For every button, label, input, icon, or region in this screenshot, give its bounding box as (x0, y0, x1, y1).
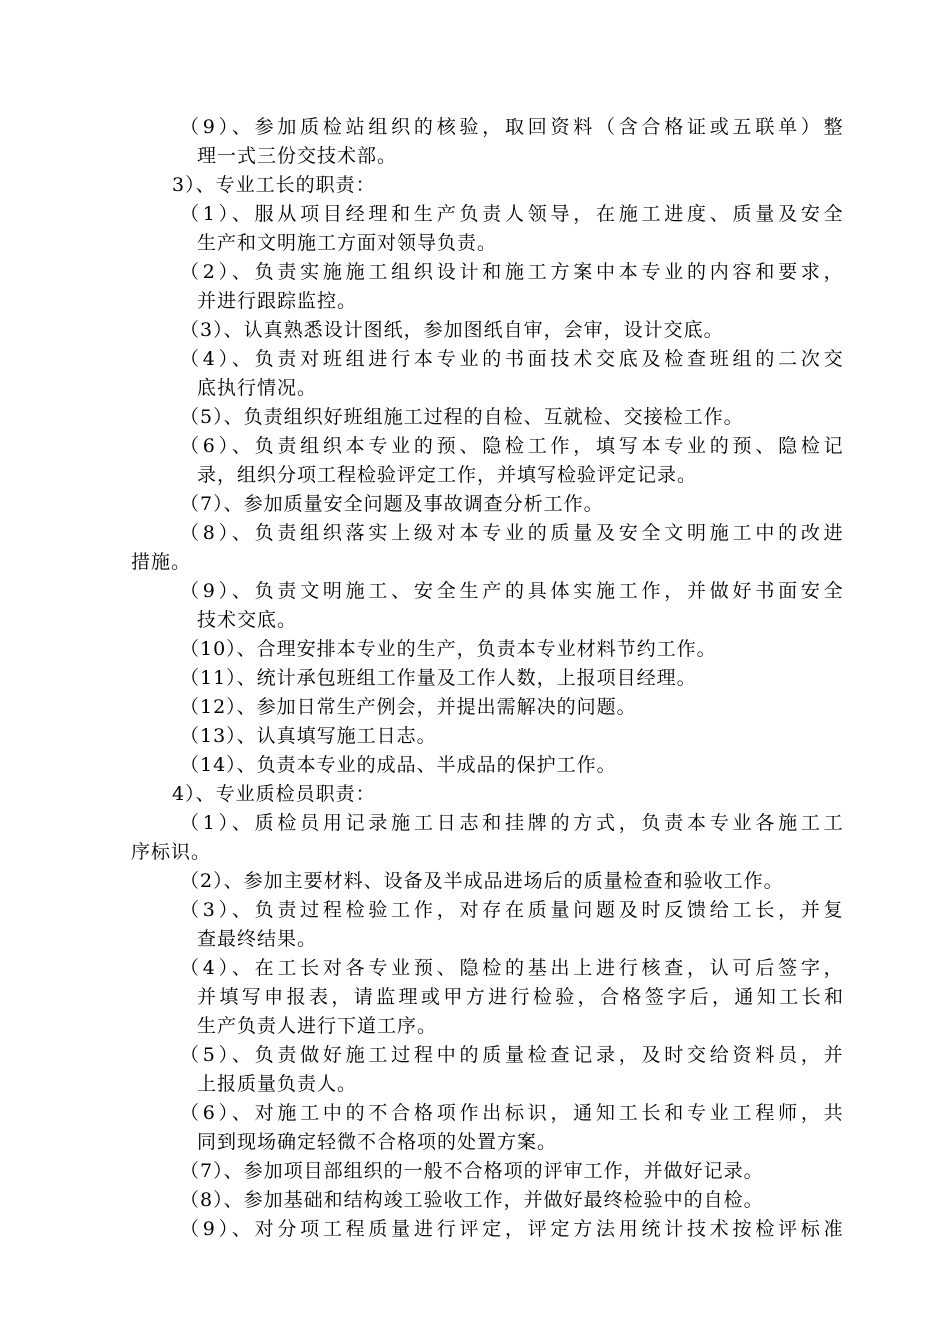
text-line: （2）、参加主要材料、设备及半成品进场后的质量检查和验收工作。 (180, 870, 784, 892)
text-line: （1）、质检员用记录施工日志和挂牌的方式，负责本专业各施工工 (180, 812, 847, 834)
text-line: （1）、服从项目经理和生产负责人领导，在施工进度、质量及安全 (180, 203, 847, 225)
text-line: 序标识。 (131, 841, 212, 863)
text-line: （3）、认真熟悉设计图纸，参加图纸自审，会审，设计交底。 (180, 319, 724, 341)
text-line: 措施。 (131, 551, 192, 573)
text-line: （14）、负责本专业的成品、半成品的保护工作。 (180, 754, 617, 776)
text-line: （4）、负责对班组进行本专业的书面技术交底及检查班组的二次交 (180, 348, 847, 370)
text-line: （9）、负责文明施工、安全生产的具体实施工作，并做好书面安全 (180, 580, 847, 602)
text-line: 技术交底。 (197, 609, 298, 631)
section-heading: 3）、专业工长的职责： (172, 174, 376, 196)
text-line: （4）、在工长对各专业预、隐检的基出上进行核查，认可后签字， (180, 957, 847, 979)
text-line: （9）、对分项工程质量进行评定，评定方法用统计技术按检评标准 (180, 1218, 847, 1240)
text-line: （6）、负责组织本专业的预、隐检工作，填写本专业的预、隐检记 (180, 435, 847, 457)
text-line: （9）、参加质检站组织的核验，取回资料（含合格证或五联单）整 (180, 116, 847, 138)
text-line: （8）、参加基础和结构竣工验收工作，并做好最终检验中的自检。 (180, 1189, 764, 1211)
text-line: 生产和文明施工方面对领导负责。 (197, 232, 498, 254)
text-line: 理一式三份交技术部。 (197, 145, 398, 167)
text-line: （7）、参加项目部组织的一般不合格项的评审工作，并做好记录。 (180, 1160, 764, 1182)
text-line: （6）、对施工中的不合格项作出标识，通知工长和专业工程师，共 (180, 1102, 847, 1124)
text-line: （3）、负责过程检验工作，对存在质量问题及时反馈给工长，并复 (180, 899, 847, 921)
text-line: （8）、负责组织落实上级对本专业的质量及安全文明施工中的改进 (180, 522, 847, 544)
text-line: 同到现场确定轻微不合格项的处置方案。 (197, 1131, 558, 1153)
text-line: 查最终结果。 (197, 928, 318, 950)
text-line: （12）、参加日常生产例会，并提出需解决的问题。 (180, 696, 637, 718)
text-line: 并填写申报表，请监理或甲方进行检验，合格签字后，通知工长和 (197, 986, 847, 1008)
text-line: （11）、统计承包班组工作量及工作人数，上报项目经理。 (180, 667, 697, 689)
text-line: （5）、负责做好施工过程中的质量检查记录，及时交给资料员，并 (180, 1044, 847, 1066)
text-line: 底执行情况。 (197, 377, 318, 399)
text-line: （2）、负责实施施工组织设计和施工方案中本专业的内容和要求， (180, 261, 847, 283)
section-heading: 4）、专业质检员职责： (172, 783, 376, 805)
text-line: 并进行跟踪监控。 (197, 290, 358, 312)
text-line: 录，组织分项工程检验评定工作，并填写检验评定记录。 (197, 464, 698, 486)
text-line: （10）、合理安排本专业的生产，负责本专业材料节约工作。 (180, 638, 717, 660)
text-line: 上报质量负责人。 (197, 1073, 358, 1095)
text-line: （5）、负责组织好班组施工过程的自检、互就检、交接检工作。 (180, 406, 744, 428)
text-line: （7）、参加质量安全问题及事故调查分析工作。 (180, 493, 604, 515)
text-line: 生产负责人进行下道工序。 (197, 1015, 438, 1037)
text-line: （13）、认真填写施工日志。 (180, 725, 437, 747)
